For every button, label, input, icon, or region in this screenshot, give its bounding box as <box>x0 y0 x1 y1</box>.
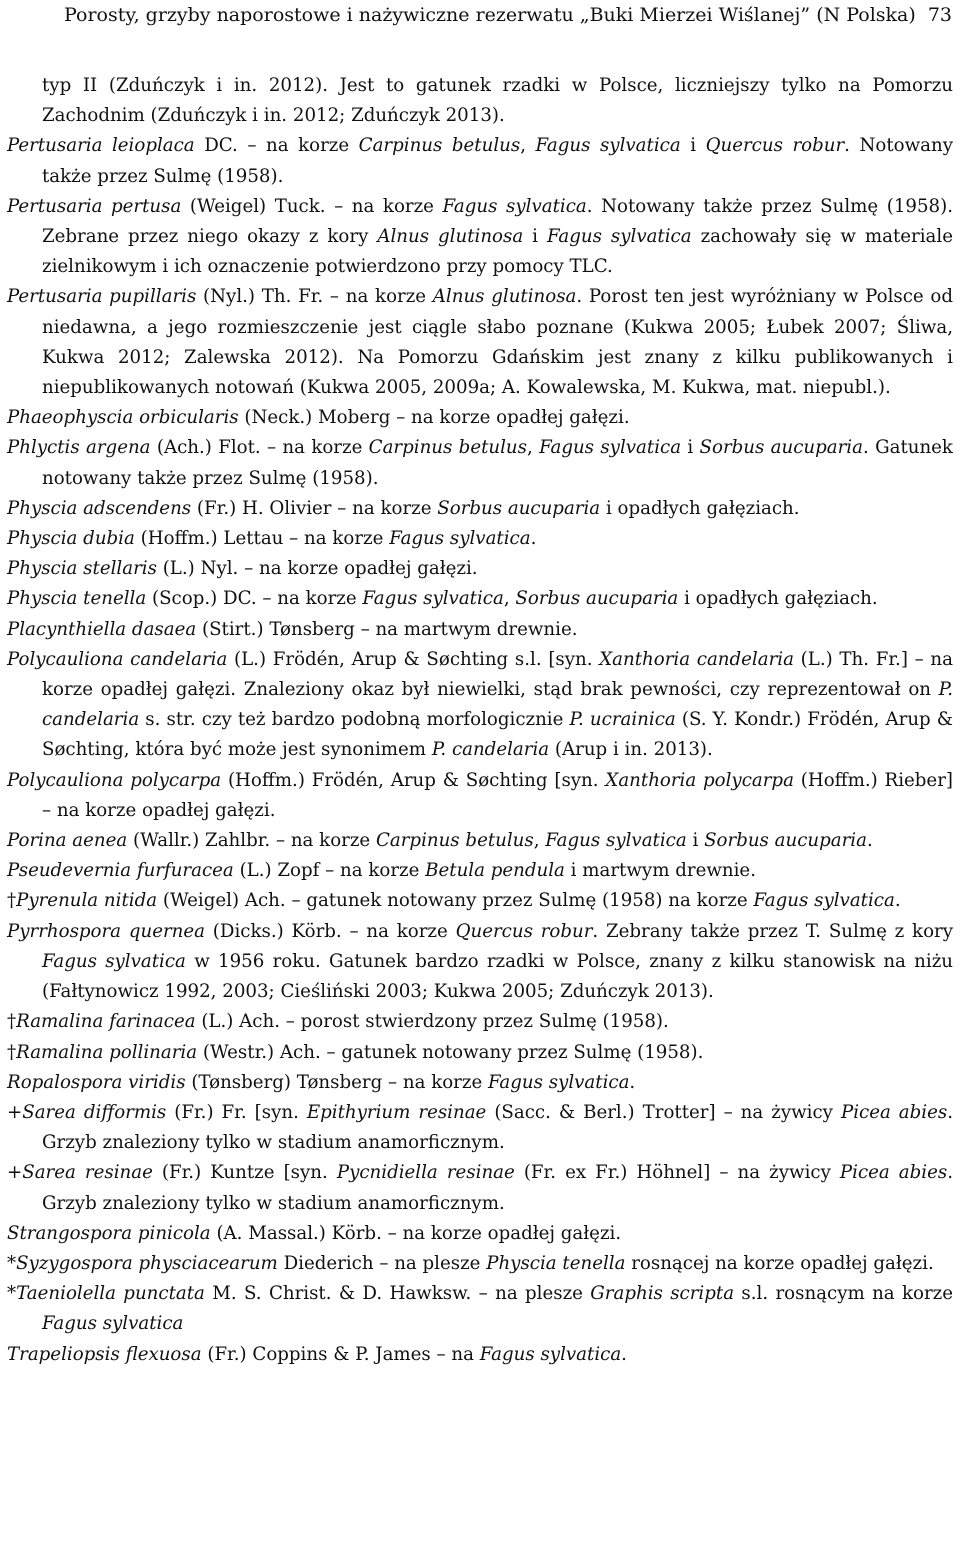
entry-text: + <box>7 1101 23 1123</box>
running-header <box>64 0 952 30</box>
entry-text: typ II (Zduńczyk i in. 2012). Jest to gatunek rzadki w Polsce, liczniejszy tylko na Pomorzu Zachodnim (Zduńczyk i in. 2012; Zduńczyk 2013). <box>42 75 953 127</box>
species-entry <box>7 1098 953 1158</box>
taxon-name: Ramalina farinacea <box>16 1011 196 1033</box>
taxon-name: Physcia adscendens <box>7 497 192 519</box>
entry-text: . Notowany także przez Sulmę (1958). Zebrane przez niego okazy z kory <box>42 195 953 248</box>
entry-text: (Fr.) Coppins & P. James – na <box>201 1343 480 1365</box>
taxon-name: Syzygospora physciacearum <box>16 1252 278 1274</box>
taxon-name: Strangospora pinicola <box>7 1222 211 1244</box>
taxon-name: Physcia stellaris <box>7 558 157 580</box>
entry-text: . <box>621 1343 627 1365</box>
species-entry <box>7 131 953 191</box>
entry-text: (Ach.) Flot. – na korze <box>150 437 369 459</box>
taxon-name: Alnus glutinosa <box>377 226 524 248</box>
taxon-name: Ramalina pollinaria <box>16 1041 198 1063</box>
entry-text: (Sacc. & Berl.) Trotter] – na żywicy <box>486 1101 841 1123</box>
species-entry <box>7 1249 953 1279</box>
taxon-name: Taeniolella punctata <box>16 1283 205 1305</box>
entry-text: (Neck.) Moberg – na korze opadłej gałęzi. <box>238 407 630 429</box>
entry-text: . <box>530 528 537 550</box>
entry-text: † <box>7 1041 17 1063</box>
entry-text: . Grzyb znaleziony tylko w stadium anamorficznym. <box>42 1162 954 1214</box>
species-entry <box>7 886 953 916</box>
species-entry <box>7 524 953 554</box>
entry-text: (L.) Th. Fr.] – na korze opadłej gałęzi. Znaleziony okaz był niewielki, stąd brak pewności, czy reprezentował on <box>42 648 953 701</box>
species-entry <box>7 856 953 886</box>
entry-text: (Fr. ex Fr.) Höhnel] – na żywicy <box>514 1162 840 1184</box>
entry-text: (L.) Frödén, Arup & Søchting s.l. [syn. <box>227 648 600 670</box>
taxon-name: Pycnidiella resinae <box>336 1162 515 1184</box>
taxon-name: Phaeophyscia orbicularis <box>7 407 239 429</box>
taxon-name: Sorbus aucuparia <box>515 588 679 610</box>
species-entry <box>7 645 953 766</box>
entry-text: i martwym drewnie. <box>564 860 756 882</box>
species-entry <box>7 1219 953 1249</box>
species-entry <box>7 1279 953 1339</box>
entry-text: (Weigel) Ach. – gatunek notowany przez Sulmę (1958) na korze <box>157 890 754 912</box>
taxon-name: Ropalospora viridis <box>7 1071 186 1093</box>
running-header-title: Porosty, grzyby naporostowe i nażywiczne rezerwatu „Buki Mierzei Wiślanej” (N Polska) <box>64 4 916 26</box>
entry-text: (Tønsberg) Tønsberg – na korze <box>185 1071 489 1093</box>
taxon-name: Pertusaria pupillaris <box>7 286 197 308</box>
entry-text: † <box>7 890 17 912</box>
entry-text: (Stirt.) Tønsberg – na martwym drewnie. <box>196 618 578 640</box>
species-list <box>7 71 953 1370</box>
taxon-name: Fagus sylvatica <box>488 1071 630 1093</box>
taxon-name: Epithyrium resinae <box>306 1101 487 1123</box>
taxon-name: Fagus sylvatica <box>539 437 682 459</box>
entry-text: , <box>526 437 540 459</box>
entry-text: (Hoffm.) Rieber] – na korze opadłej gałęzi. <box>42 769 953 821</box>
taxon-name: Carpinus betulus <box>375 830 534 852</box>
entry-text: , <box>520 135 536 157</box>
taxon-name: Sorbus aucuparia <box>704 830 867 852</box>
species-entry <box>7 1007 953 1037</box>
species-entry <box>7 403 953 433</box>
entry-text: * <box>7 1283 17 1305</box>
entry-text: . Zebrany także przez T. Sulmę z kory <box>592 920 953 942</box>
entry-text: rosnącej na korze opadłej gałęzi. <box>625 1252 934 1274</box>
entry-text: * <box>7 1252 17 1274</box>
species-entry <box>7 766 953 826</box>
entry-text: (Hoffm.) Lettau – na korze <box>134 528 390 550</box>
taxon-name: Fagus sylvatica <box>362 588 504 610</box>
species-entry <box>7 192 953 283</box>
taxon-name: Pseudevernia furfuracea <box>7 860 234 882</box>
taxon-name: Fagus sylvatica <box>442 195 587 217</box>
taxon-name: Fagus sylvatica <box>535 135 681 157</box>
entry-text: (Nyl.) Th. Fr. – na korze <box>196 286 433 308</box>
taxon-name: Alnus glutinosa <box>432 286 577 308</box>
taxon-name: Phlyctis argena <box>7 437 151 459</box>
species-entry <box>7 615 953 645</box>
taxon-name: Physcia tenella <box>486 1252 626 1274</box>
species-entry <box>7 1158 953 1218</box>
taxon-name: Fagus sylvatica <box>42 1313 184 1335</box>
entry-text: . <box>866 830 873 852</box>
species-entry <box>7 433 953 493</box>
species-entry <box>7 1340 953 1370</box>
entry-text: † <box>7 1011 17 1033</box>
taxon-name: Physcia tenella <box>7 588 147 610</box>
entry-text: (Scop.) DC. – na korze <box>146 588 363 610</box>
species-entry <box>7 1068 953 1098</box>
entry-text: . Notowany także przez Sulmę (1958). <box>42 135 954 187</box>
entry-text: . Gatunek notowany także przez Sulmę (1958). <box>42 437 953 489</box>
taxon-name: Fagus sylvatica <box>545 830 687 852</box>
species-entry <box>7 282 953 403</box>
entry-text: , <box>503 588 516 610</box>
entry-text: (L.) Zopf – na korze <box>233 860 426 882</box>
entry-text: (Dicks.) Körb. – na korze <box>204 920 456 942</box>
species-entry <box>7 494 953 524</box>
entry-text: (A. Massal.) Körb. – na korze opadłej gałęzi. <box>210 1222 622 1244</box>
entry-text: (Wallr.) Zahlbr. – na korze <box>127 830 376 852</box>
entry-text: . Grzyb znaleziony tylko w stadium anamorficznym. <box>42 1101 954 1154</box>
entry-text: DC. – na korze <box>194 135 359 157</box>
species-entry <box>7 584 953 614</box>
entry-text: s. str. czy też bardzo podobną morfologicznie <box>139 709 570 731</box>
taxon-name: Fagus sylvatica <box>753 890 895 912</box>
species-entry <box>7 1038 953 1068</box>
taxon-name: Sorbus aucuparia <box>699 437 863 459</box>
taxon-name: Polycauliona candelaria <box>7 648 228 670</box>
entry-text: i <box>681 437 700 459</box>
taxon-name: Trapeliopsis flexuosa <box>7 1343 202 1365</box>
entry-text: (Fr.) H. Olivier – na korze <box>191 497 438 519</box>
entry-text: + <box>7 1162 23 1184</box>
taxon-name: Carpinus betulus <box>368 437 527 459</box>
taxon-name: Fagus sylvatica <box>389 528 531 550</box>
page-number: 73 <box>927 4 952 26</box>
taxon-name: Pertusaria pertusa <box>7 195 182 217</box>
entry-text: i <box>680 135 706 157</box>
entry-text: . <box>629 1071 636 1093</box>
entry-text: i <box>686 830 705 852</box>
taxon-name: Sarea resinae <box>22 1162 153 1184</box>
entry-text: w 1956 roku. Gatunek bardzo rzadki w Polsce, znany z kilku stanowisk na niżu (Fałtynowicz 1992, 2003; Cieśliński 2003; Kukwa 2005; Zduńczyk 2013). <box>42 950 953 1003</box>
entry-text: i <box>523 226 547 248</box>
taxon-name: Sarea difformis <box>22 1101 167 1123</box>
taxon-name: Fagus sylvatica <box>479 1343 622 1365</box>
taxon-name: Graphis scripta <box>590 1283 735 1305</box>
entry-text: (Weigel) Tuck. – na korze <box>181 195 443 217</box>
taxon-name: Fagus sylvatica <box>42 950 186 972</box>
taxon-name: Picea abies <box>840 1101 948 1123</box>
entry-text: (Hoffm.) Frödén, Arup & Søchting [syn. <box>221 769 606 791</box>
taxon-name: Pyrrhospora quernea <box>7 920 205 942</box>
taxon-name: Pyrenula nitida <box>16 890 158 912</box>
taxon-name: Placynthiella dasaea <box>7 618 197 640</box>
taxon-name: Xanthoria candelaria <box>599 648 794 670</box>
taxon-name: Carpinus betulus <box>358 135 521 157</box>
entry-text: (S. Y. Kondr.) Frödén, Arup & Søchting, która być może jest synonimem <box>42 709 953 761</box>
taxon-name: Sorbus aucuparia <box>437 497 601 519</box>
taxon-name: Xanthoria polycarpa <box>605 769 794 791</box>
entry-text: zachowały się w materiale zielnikowym i ich oznaczenie potwierdzono przy pomocy TLC. <box>42 226 953 278</box>
entry-text: i opadłych gałęziach. <box>600 497 800 519</box>
entry-text: (Westr.) Ach. – gatunek notowany przez Sulmę (1958). <box>197 1041 704 1063</box>
entry-text: (Fr.) Fr. [syn. <box>166 1101 307 1123</box>
entry-text: . <box>894 890 901 912</box>
entry-text: . Porost ten jest wyróżniany w Polsce od niedawna, a jego rozmieszczenie jest ciągle słabo poznane (Kukwa 2005; Łubek 2007; Śliwa, Kukwa 2012; Zalewska 2012). Na Pomorzu Gdańskim jest znany z kilku publikowanych i niepublikowanych notowań (Kukwa 2005, 2009a; A. Kowalewska, M. Kukwa, mat. niepubl.). <box>42 286 953 399</box>
taxon-name: Picea abies <box>839 1162 948 1184</box>
taxon-name: P. candelaria <box>431 739 550 761</box>
taxon-name: Pertusaria leioplaca <box>7 135 195 157</box>
taxon-name: Fagus sylvatica <box>546 226 692 248</box>
taxon-name: Polycauliona polycarpa <box>7 769 222 791</box>
species-entry <box>7 554 953 584</box>
taxon-name: Physcia dubia <box>7 528 135 550</box>
entry-text: , <box>533 830 546 852</box>
taxon-name: P. ucrainica <box>569 709 676 731</box>
species-entry <box>7 917 953 1008</box>
taxon-name: Quercus robur <box>705 135 845 157</box>
entry-text: (Fr.) Kuntze [syn. <box>152 1162 337 1184</box>
taxon-name: P. candelaria <box>42 679 953 731</box>
entry-text: i opadłych gałęziach. <box>678 588 878 610</box>
entry-text: s.l. rosnącym na korze <box>734 1283 953 1305</box>
taxon-name: Quercus robur <box>455 920 593 942</box>
entry-continuation <box>7 71 953 131</box>
species-entry <box>7 826 953 856</box>
entry-text: (L.) Ach. – porost stwierdzony przez Sulmę (1958). <box>195 1011 669 1033</box>
entry-text: (L.) Nyl. – na korze opadłej gałęzi. <box>156 558 478 580</box>
entry-text: (Arup i in. 2013). <box>549 739 713 761</box>
entry-text: Diederich – na plesze <box>277 1252 487 1274</box>
entry-text: M. S. Christ. & D. Hawksw. – na plesze <box>204 1283 591 1305</box>
taxon-name: Porina aenea <box>7 830 128 852</box>
taxon-name: Betula pendula <box>425 860 565 882</box>
